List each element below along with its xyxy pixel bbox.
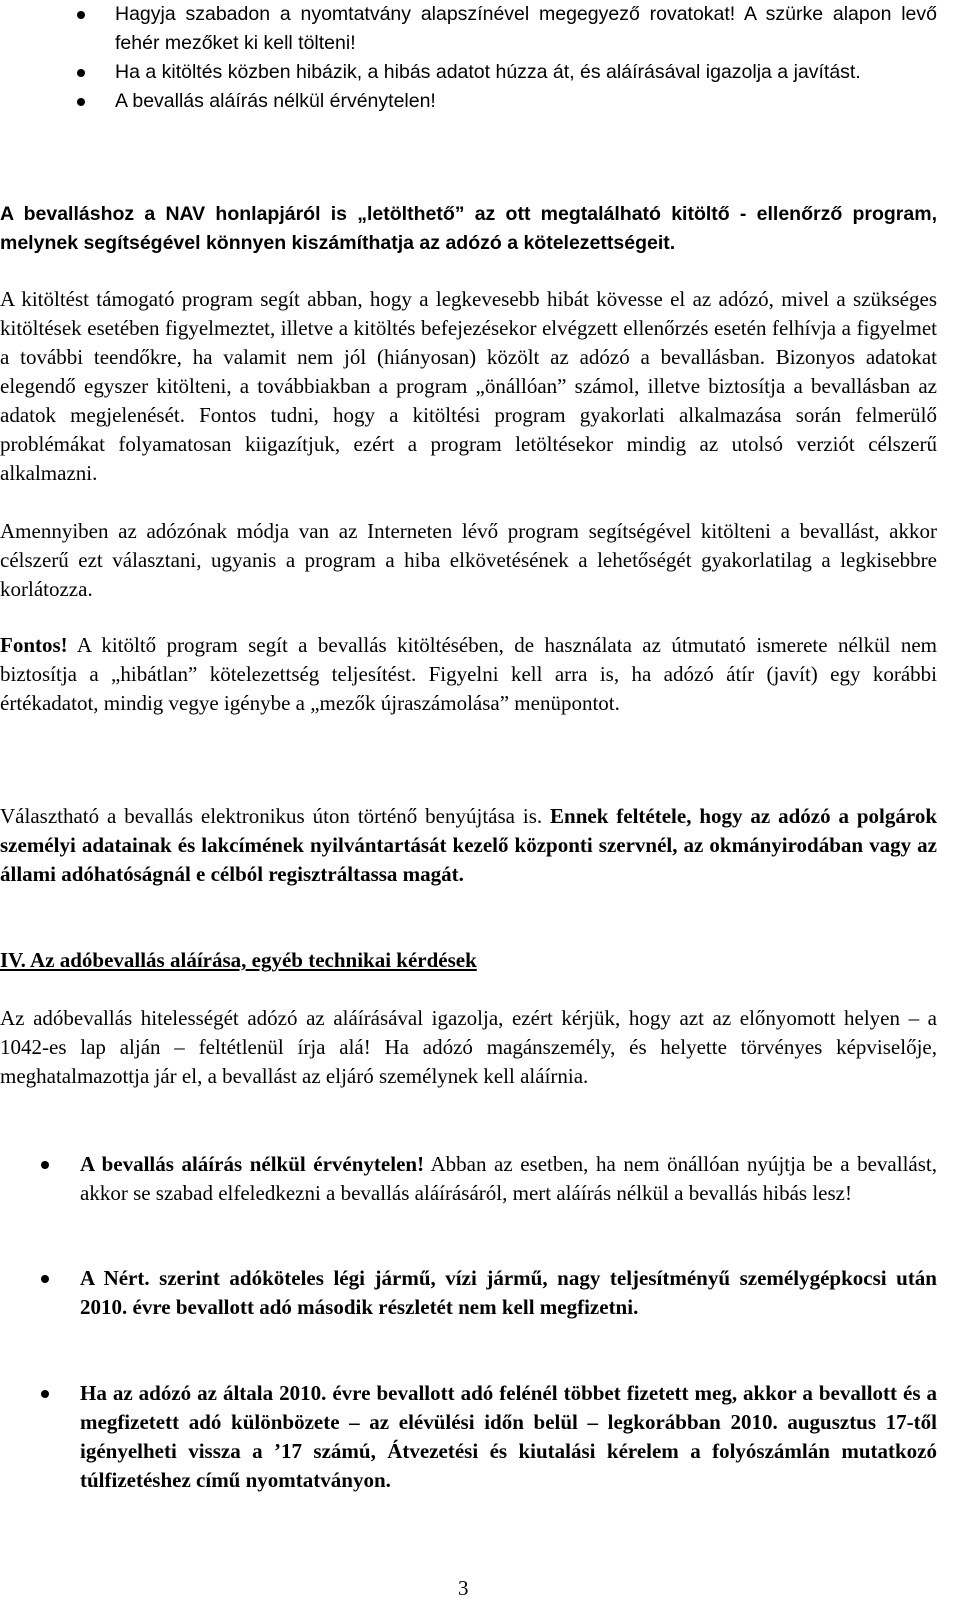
bullet-icon [77,11,85,19]
bullet-icon [77,98,85,106]
signature-paragraph: Az adóbevallás hitelességét adózó az aláírásával igazolja, ezért kérjük, hogy azt az előnyomott helyen – a 1042-es lap alján – feltétlenül írja alá! Ha adózó magánszemély, és helyette törvényes képviselője, meghatalmazottja jár el, a bevallást az eljáró személynek kell aláírnia. [0,1006,937,1088]
section-title-text: IV. Az adóbevallás aláírása, egyéb technikai kérdések [0,948,477,972]
bullet-icon [41,1275,49,1283]
electronic-submission-paragraph [0,802,937,889]
bottom-bullet-list [0,1264,937,1322]
program-paragraph: A kitöltést támogató program segít abban, hogy a legkevesebb hibát kövesse el az adózó, mivel a szükséges kitöltések esetében figyelmeztet, illetve a kitöltés befejezésekor elvégzett ellenőrzés esetén felhívja a figyelmet a további teendőkre, ha valamit nem jól (hiányosan) közölt az adózó a bevallásban. Bizonyos adatokat elegendő egyszer kitölteni, a továbbiakban a program „önállóan” számol, illetve biztosítja a bevallásban az adatok megjelenését. Fontos tudni, hogy a kitöltési program gyakorlati alkalmazása során felmerülő problémákat folyamatosan kiigazítjuk, ezért a program letöltésekor mindig az utolsó verziót célszerű alkalmazni. [0,287,937,485]
fontos-label: Fontos! [0,633,68,657]
electronic-plain: Választható a bevallás elektronikus úton történő benyújtása is. [0,804,551,828]
list-item: A Nért. szerint adóköteles légi jármű, vízi jármű, nagy teljesítményű személygépkocsi után 2010. évre bevallott adó második részletét nem kell megfizetni. [0,1264,937,1322]
fontos-text: A kitöltő program segít a bevallás kitöltésében, de használata az útmutató ismerete nélkül nem biztosítja a „hibátlan” kötelezettség teljesítést. Figyelni kell arra is, ha adózó átír (javít) egy korábbi értékadatot, mindig vegye igénybe a „mezők újraszámolása” menüpontot. [0,633,937,715]
electronic-bold: Ennek feltétele, hogy az adózó a polgárok személyi adatainak és lakcímének nyilvántartását kezelő központi szervnél, az okmányirodában vagy az állami adóhatóságnál e célból regisztráltassa magát. [0,804,938,886]
fontos-paragraph [0,631,937,718]
list-item: Ha az adózó az általa 2010. évre bevallott adó felénél többet fizetett meg, akkor a bevallott és a megfizetett adó különbözete – az elévülési időn belül – legkorábban 2010. augusztus 17-től igényelheti vissza a ’17 számú, Átvezetési és kiutalási kérelem a folyószámlán mutatkozó túlfizetéshez című nyomtatványon. [0,1379,937,1495]
top-bullet-list [0,0,937,116]
page-number: 3 [458,1576,469,1600]
list-item: Hagyja szabadon a nyomtatvány alapszínével megegyező rovatokat! A szürke alapon levő fehér mezőket ki kell tölteni! [0,0,937,58]
list-item: Ha a kitöltés közben hibázik, a hibás adatot húzza át, és aláírásával igazolja a javítást. [0,58,937,87]
internet-paragraph: Amennyiben az adózónak módja van az Interneten lévő program segítségével kitölteni a bevallást, akkor célszerű ezt választani, ugyanis a program a hiba elkövetésének a lehetőségét gyakorlatilag a legkisebbre korlátozza. [0,519,937,601]
nav-program-note: A bevalláshoz a NAV honlapjáról is „letölthető” az ott megtalálható kitöltő - ellenőrző program, melynek segítségével könnyen kiszámíthatja az adózó a kötelezettségeit. [0,203,937,254]
bullet-icon [41,1161,49,1169]
list-item: A bevallás aláírás nélkül érvénytelen! [0,87,937,116]
bottom-bullet-list [0,1150,937,1208]
bottom-bullet-list [0,1379,937,1495]
bullet-icon [77,69,85,77]
list-item: A bevallás aláírás nélkül érvénytelen! Abban az esetben, ha nem önállóan nyújtja be a bevallást, akkor se szabad elfeledkezni a bevallás aláírásáról, mert aláírás nélkül a bevallás hibás lesz! [0,1150,937,1208]
bullet-icon [41,1390,49,1398]
section-title [0,946,937,975]
